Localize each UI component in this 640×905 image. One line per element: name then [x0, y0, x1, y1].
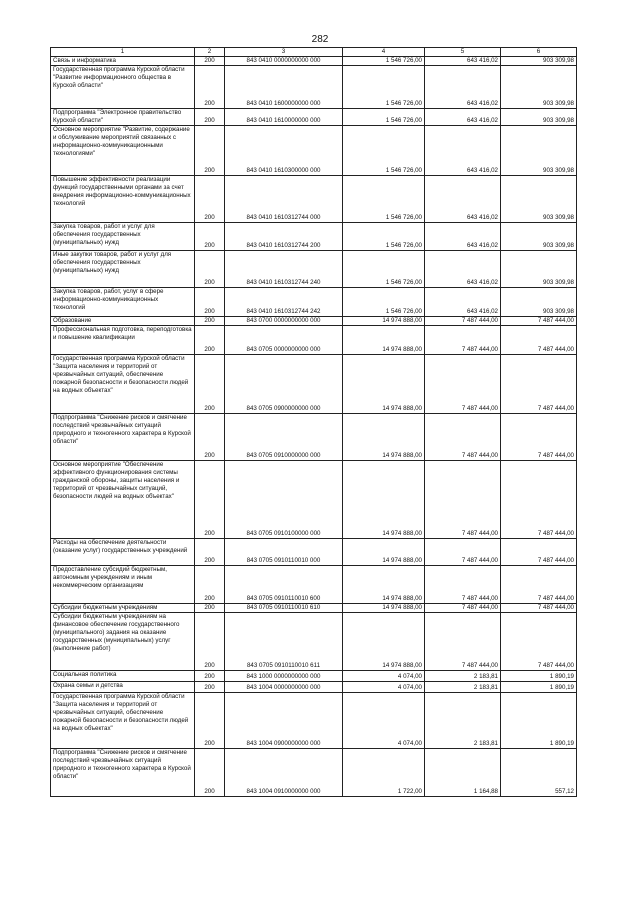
approved-amount-cell: 1 546 726,00	[343, 126, 425, 176]
approved-amount-cell: 1 546 726,00	[343, 57, 425, 66]
page-number: 282	[311, 34, 329, 45]
unexecuted-amount-cell: 1 890,19	[501, 693, 577, 749]
approved-amount-cell: 1 546 726,00	[343, 251, 425, 288]
line-code-cell: 200	[195, 693, 225, 749]
executed-amount-cell: 7 487 444,00	[425, 461, 501, 539]
executed-amount-cell: 7 487 444,00	[425, 604, 501, 613]
approved-amount-cell: 1 546 726,00	[343, 288, 425, 317]
expense-name-cell: Иные закупки товаров, работ и услуг для обеспечения государственных (муниципальных) нужд	[51, 251, 195, 288]
classification-code-cell: 843 0410 1610312744 000	[225, 176, 343, 223]
approved-amount-cell: 14 974 888,00	[343, 566, 425, 604]
unexecuted-amount-cell: 903 309,98	[501, 109, 577, 126]
approved-amount-cell: 4 074,00	[343, 671, 425, 682]
executed-amount-cell: 2 183,81	[425, 693, 501, 749]
classification-code-cell: 843 0705 0910110010 000	[225, 539, 343, 566]
expense-name-cell: Основное мероприятие "Развитие, содержание и обслуживание мероприятий связанных с информационно-коммуникационными технологиями"	[51, 126, 195, 176]
expense-name-cell: Профессиональная подготовка, переподготовка и повышение квалификации	[51, 326, 195, 355]
executed-amount-cell: 643 416,02	[425, 176, 501, 223]
unexecuted-amount-cell: 7 487 444,00	[501, 566, 577, 604]
line-code-cell: 200	[195, 613, 225, 671]
table-body	[51, 57, 577, 797]
expense-name-cell: Основное мероприятие "Обеспечение эффективного функционирования системы гражданской обороны, защиты населения и территорий от чрезвычайных ситуаций, безопасности людей на водных объектах"	[51, 461, 195, 539]
unexecuted-amount-cell: 903 309,98	[501, 288, 577, 317]
unexecuted-amount-cell: 7 487 444,00	[501, 604, 577, 613]
line-code-cell: 200	[195, 566, 225, 604]
unexecuted-amount-cell: 903 309,98	[501, 176, 577, 223]
unexecuted-amount-cell: 903 309,98	[501, 223, 577, 251]
line-code-cell: 200	[195, 682, 225, 693]
classification-code-cell: 843 1004 0900000000 000	[225, 693, 343, 749]
classification-code-cell: 843 1004 0910000000 000	[225, 749, 343, 797]
expense-name-cell: Субсидии бюджетным учреждениям	[51, 604, 195, 613]
classification-code-cell: 843 0705 0910110010 611	[225, 613, 343, 671]
table-row	[51, 414, 577, 461]
classification-code-cell: 843 0700 0000000000 000	[225, 317, 343, 326]
unexecuted-amount-cell: 7 487 444,00	[501, 414, 577, 461]
executed-amount-cell: 643 416,02	[425, 251, 501, 288]
table-row	[51, 223, 577, 251]
executed-amount-cell: 2 183,81	[425, 671, 501, 682]
column-header-6: 6	[501, 48, 577, 57]
expense-name-cell: Закупка товаров, работ, услуг в сфере информационно-коммуникационных технологий	[51, 288, 195, 317]
expense-name-cell: Повышение эффективности реализации функций государственными органами за счет внедрения информационно-коммуникационных технологий	[51, 176, 195, 223]
executed-amount-cell: 2 183,81	[425, 682, 501, 693]
unexecuted-amount-cell: 903 309,98	[501, 126, 577, 176]
unexecuted-amount-cell: 7 487 444,00	[501, 317, 577, 326]
table-row	[51, 126, 577, 176]
line-code-cell: 200	[195, 66, 225, 109]
table-row	[51, 251, 577, 288]
table-row	[51, 566, 577, 604]
table-row	[51, 671, 577, 682]
table-row	[51, 604, 577, 613]
table-row	[51, 317, 577, 326]
executed-amount-cell: 643 416,02	[425, 223, 501, 251]
line-code-cell: 200	[195, 355, 225, 414]
expense-name-cell: Закупка товаров, работ и услуг для обеспечения государственных (муниципальных) нужд	[51, 223, 195, 251]
line-code-cell: 200	[195, 251, 225, 288]
unexecuted-amount-cell: 1 890,19	[501, 682, 577, 693]
column-header-1: 1	[51, 48, 195, 57]
executed-amount-cell: 7 487 444,00	[425, 326, 501, 355]
table-row	[51, 613, 577, 671]
table-row	[51, 461, 577, 539]
approved-amount-cell: 14 974 888,00	[343, 326, 425, 355]
approved-amount-cell: 14 974 888,00	[343, 317, 425, 326]
table-row	[51, 693, 577, 749]
classification-code-cell: 843 0705 0000000000 000	[225, 326, 343, 355]
unexecuted-amount-cell: 1 890,19	[501, 671, 577, 682]
column-header-4: 4	[343, 48, 425, 57]
approved-amount-cell: 14 974 888,00	[343, 539, 425, 566]
approved-amount-cell: 14 974 888,00	[343, 461, 425, 539]
unexecuted-amount-cell: 903 309,98	[501, 251, 577, 288]
classification-code-cell: 843 0410 1600000000 000	[225, 66, 343, 109]
classification-code-cell: 843 0410 1610000000 000	[225, 109, 343, 126]
table-row	[51, 682, 577, 693]
classification-code-cell: 843 0410 1610312744 240	[225, 251, 343, 288]
approved-amount-cell: 14 974 888,00	[343, 355, 425, 414]
line-code-cell: 200	[195, 176, 225, 223]
executed-amount-cell: 7 487 444,00	[425, 566, 501, 604]
expense-name-cell: Подпрограмма "Снижение рисков и смягчение последствий чрезвычайных ситуаций природного и техногенного характера в Курской области"	[51, 414, 195, 461]
table-row	[51, 355, 577, 414]
line-code-cell: 200	[195, 326, 225, 355]
unexecuted-amount-cell: 557,12	[501, 749, 577, 797]
executed-amount-cell: 7 487 444,00	[425, 613, 501, 671]
table-row	[51, 326, 577, 355]
approved-amount-cell: 1 546 726,00	[343, 109, 425, 126]
line-code-cell: 200	[195, 461, 225, 539]
classification-code-cell: 843 0410 1610312744 200	[225, 223, 343, 251]
classification-code-cell: 843 1000 0000000000 000	[225, 671, 343, 682]
unexecuted-amount-cell: 7 487 444,00	[501, 539, 577, 566]
table-row	[51, 288, 577, 317]
line-code-cell: 200	[195, 109, 225, 126]
executed-amount-cell: 643 416,02	[425, 109, 501, 126]
approved-amount-cell: 1 546 726,00	[343, 176, 425, 223]
expense-name-cell: Государственная программа Курской области "Защита населения и территорий от чрезвычайных ситуаций, обеспечение пожарной безопасности и безопасности людей на водных объектах"	[51, 355, 195, 414]
executed-amount-cell: 7 487 444,00	[425, 317, 501, 326]
executed-amount-cell: 643 416,02	[425, 126, 501, 176]
approved-amount-cell: 14 974 888,00	[343, 414, 425, 461]
classification-code-cell: 843 0705 0910110010 610	[225, 604, 343, 613]
classification-code-cell: 843 1004 0000000000 000	[225, 682, 343, 693]
executed-amount-cell: 7 487 444,00	[425, 539, 501, 566]
column-header-5: 5	[425, 48, 501, 57]
table-row	[51, 57, 577, 66]
approved-amount-cell: 4 074,00	[343, 682, 425, 693]
line-code-cell: 200	[195, 57, 225, 66]
table-row	[51, 66, 577, 109]
expense-name-cell: Государственная программа Курской области "Защита населения и территорий от чрезвычайных ситуаций, обеспечение пожарной безопасности и безопасности людей на водных объектах"	[51, 693, 195, 749]
unexecuted-amount-cell: 7 487 444,00	[501, 355, 577, 414]
table-row	[51, 749, 577, 797]
executed-amount-cell: 7 487 444,00	[425, 355, 501, 414]
expense-name-cell: Образование	[51, 317, 195, 326]
approved-amount-cell: 1 546 726,00	[343, 66, 425, 109]
expense-name-cell: Расходы на обеспечение деятельности (оказание услуг) государственных учреждений	[51, 539, 195, 566]
unexecuted-amount-cell: 7 487 444,00	[501, 326, 577, 355]
classification-code-cell: 843 0410 1610312744 242	[225, 288, 343, 317]
approved-amount-cell: 14 974 888,00	[343, 604, 425, 613]
line-code-cell: 200	[195, 604, 225, 613]
approved-amount-cell: 1 546 726,00	[343, 223, 425, 251]
column-number-row	[51, 48, 577, 57]
line-code-cell: 200	[195, 317, 225, 326]
line-code-cell: 200	[195, 126, 225, 176]
expense-name-cell: Предоставление субсидий бюджетным, автономным учреждениям и иным некоммерческим организациям	[51, 566, 195, 604]
table-row	[51, 176, 577, 223]
line-code-cell: 200	[195, 414, 225, 461]
unexecuted-amount-cell: 7 487 444,00	[501, 613, 577, 671]
approved-amount-cell: 4 074,00	[343, 693, 425, 749]
expense-name-cell: Подпрограмма "Снижение рисков и смягчение последствий чрезвычайных ситуаций природного и техногенного характера в Курской области"	[51, 749, 195, 797]
table-row	[51, 539, 577, 566]
executed-amount-cell: 643 416,02	[425, 66, 501, 109]
classification-code-cell: 843 0410 1610300000 000	[225, 126, 343, 176]
table-header	[51, 48, 577, 57]
line-code-cell: 200	[195, 223, 225, 251]
classification-code-cell: 843 0705 0910000000 000	[225, 414, 343, 461]
line-code-cell: 200	[195, 749, 225, 797]
executed-amount-cell: 1 164,88	[425, 749, 501, 797]
line-code-cell: 200	[195, 671, 225, 682]
expense-name-cell: Социальная политика	[51, 671, 195, 682]
approved-amount-cell: 14 974 888,00	[343, 613, 425, 671]
unexecuted-amount-cell: 7 487 444,00	[501, 461, 577, 539]
table-row	[51, 109, 577, 126]
approved-amount-cell: 1 722,00	[343, 749, 425, 797]
column-header-2: 2	[195, 48, 225, 57]
executed-amount-cell: 643 416,02	[425, 288, 501, 317]
expense-name-cell: Охрана семьи и детства	[51, 682, 195, 693]
executed-amount-cell: 7 487 444,00	[425, 414, 501, 461]
classification-code-cell: 843 0705 0910110010 600	[225, 566, 343, 604]
line-code-cell: 200	[195, 539, 225, 566]
budget-table	[50, 47, 577, 797]
column-header-3: 3	[225, 48, 343, 57]
classification-code-cell: 843 0705 0910100000 000	[225, 461, 343, 539]
unexecuted-amount-cell: 903 309,98	[501, 66, 577, 109]
classification-code-cell: 843 0705 0900000000 000	[225, 355, 343, 414]
line-code-cell: 200	[195, 288, 225, 317]
expense-name-cell: Связь и информатика	[51, 57, 195, 66]
unexecuted-amount-cell: 903 309,98	[501, 57, 577, 66]
classification-code-cell: 843 0410 0000000000 000	[225, 57, 343, 66]
expense-name-cell: Субсидии бюджетным учреждениям на финансовое обеспечение государственного (муниципального) задания на оказание государственных (муниципальных) услуг (выполнение работ)	[51, 613, 195, 671]
expense-name-cell: Подпрограмма "Электронное правительство Курской области"	[51, 109, 195, 126]
expense-name-cell: Государственная программа Курской области "Развитие информационного общества в Курской области"	[51, 66, 195, 109]
executed-amount-cell: 643 416,02	[425, 57, 501, 66]
